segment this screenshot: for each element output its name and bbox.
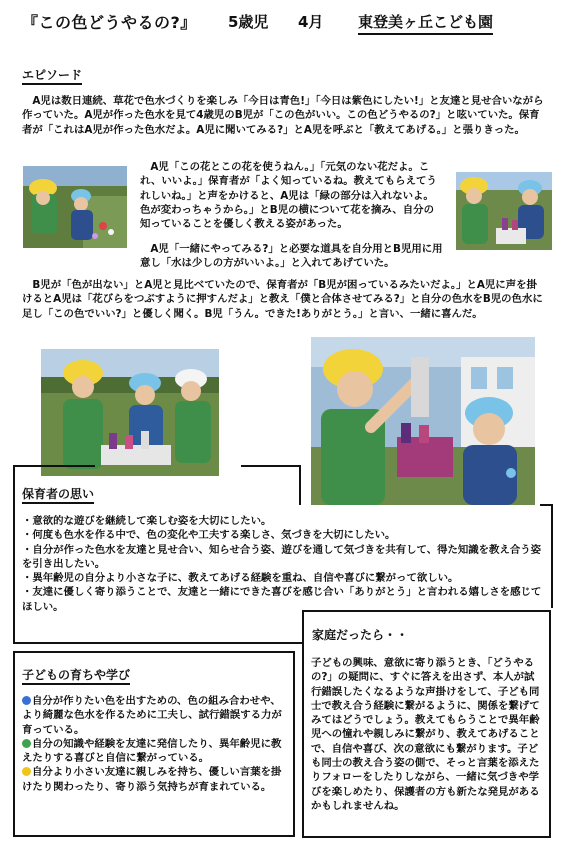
growth-heading: 子どもの育ちや学び [22,668,130,685]
growth-item: 自分より小さい友達に親しみを持ち、優しい言葉を掛けたり関わったり、寄り添う気持ちが育まれている。 [22,766,282,793]
episode-paragraph-4: B児が「色が出ない」とA児と見比べていたので、保育者が「B児が困っているみたいだよ。」とA児に声を掛けるとA児は「花びらをつぶすように押すんだよ」と教え「僕と合体させてみる?」と自分の色水をB児の色水に足し「この色でいい?」と優しく聞く。B児「うん。できた!ありがとう。」と言い、一緒に喜んだ。 [22,279,543,320]
teacher-thought-item: ・意欲的な遊びを継続して楽しむ姿を大切にしたい。 [22,515,272,527]
teacher-thoughts-list [22,514,546,614]
episode-heading: エピソード [22,68,82,85]
growth-item: 自分の知識や経験を友達に発信したり、異年齢児に教えたりする喜びと自信に繋がっている。 [22,737,282,765]
page-title: 『この色どうやるの?』 [22,13,197,32]
episode-paragraph-3: A児「一緒にやってみる?」と必要な道具を自分用とB児用に用意し「水は少しの方がいいよ。」と入れてあげていた。 [140,243,443,270]
growth-list [22,694,284,794]
teacher-thoughts-heading: 保育者の思い [22,487,94,504]
teacher-thought-item: ・異年齢児の自分より小さな子に、教えてあげる経験を重ね、自信や喜びに繋がって欲しい。 [22,572,459,585]
age-label: 5歳児 [228,13,269,31]
school-name: 東登美ヶ丘こども園 [358,11,493,35]
blue-dot-icon [22,696,31,705]
green-dot-icon [22,739,31,748]
teacher-thought-item: ・友達に優しく寄り添うことで、友達と一緒にできた喜びを感じ合い「ありがとう」と言われる嬉しさを感じてほしい。 [22,586,542,613]
episode-paragraph-1: A児は数日連続、草花で色水づくりを楽しみ「今日は青色!」「今日は紫色にしたい!」と友達と見せ合いながら作っていた。A児が作った色水を見て4歳児のB児が「この色がいい。この色どうやるの?」と呟いていた。保育者が「これはA児が作った色水だよ。A児に聞いてみる?」とA児を呼ぶと「教えてあげる。」と張りきった。 [22,95,544,136]
home-heading: 家庭だったら・・ [312,628,409,642]
month-label: 4月 [298,13,324,31]
growth-item: 自分が作りたい色を出すための、色の組み合わせや、より綺麗な色水を作るために工夫し、試行錯誤する力が育っている。 [22,695,282,736]
teacher-thought-item: ・何度も色水を作る中で、色の変化や工夫する楽しさ、気づきを大切にしたい。 [22,529,396,542]
teacher-thought-item: ・自分が作った色水を友達と見せ合い、知らせ合う姿、遊びを通して気づきを共有して、得た知識を教え合う姿を引き出したい。 [22,543,542,570]
yellow-dot-icon [22,767,31,776]
episode-paragraph-2: A児「この花とこの花を使うねん。」「元気のない花だよ。これ、いいよ。」保育者が「よく知っているね。教えてもらえてうれしいね。」と声をかけると、A児は「緑の部分は入れないよ。色が変わっちゃうから。」とB児の横について花を摘み、自分の知っていることを優しく教える姿があった。 [140,161,437,231]
home-text: 子どもの興味、意欲に寄り添うとき、「どうやるの?」の疑問に、すぐに答えを出さず、本人が試行錯誤したくなるような声掛けをして、子ども同士で教え合う経験に繋がるように、関係を繋げてみてはどうでしょう。教えてもらうことで異年齢児への憧れや親しみに繋がり、教えてあげることで、自信や喜び、次の意欲にも繋がります。子ども同士の教え合う姿の側で、そっと言葉を添えたりフォローをしたりしながら、一緒に気づきや学びを楽しめたり、保護者の方も新たな発見があるかもしれませんね。 [311,657,540,812]
